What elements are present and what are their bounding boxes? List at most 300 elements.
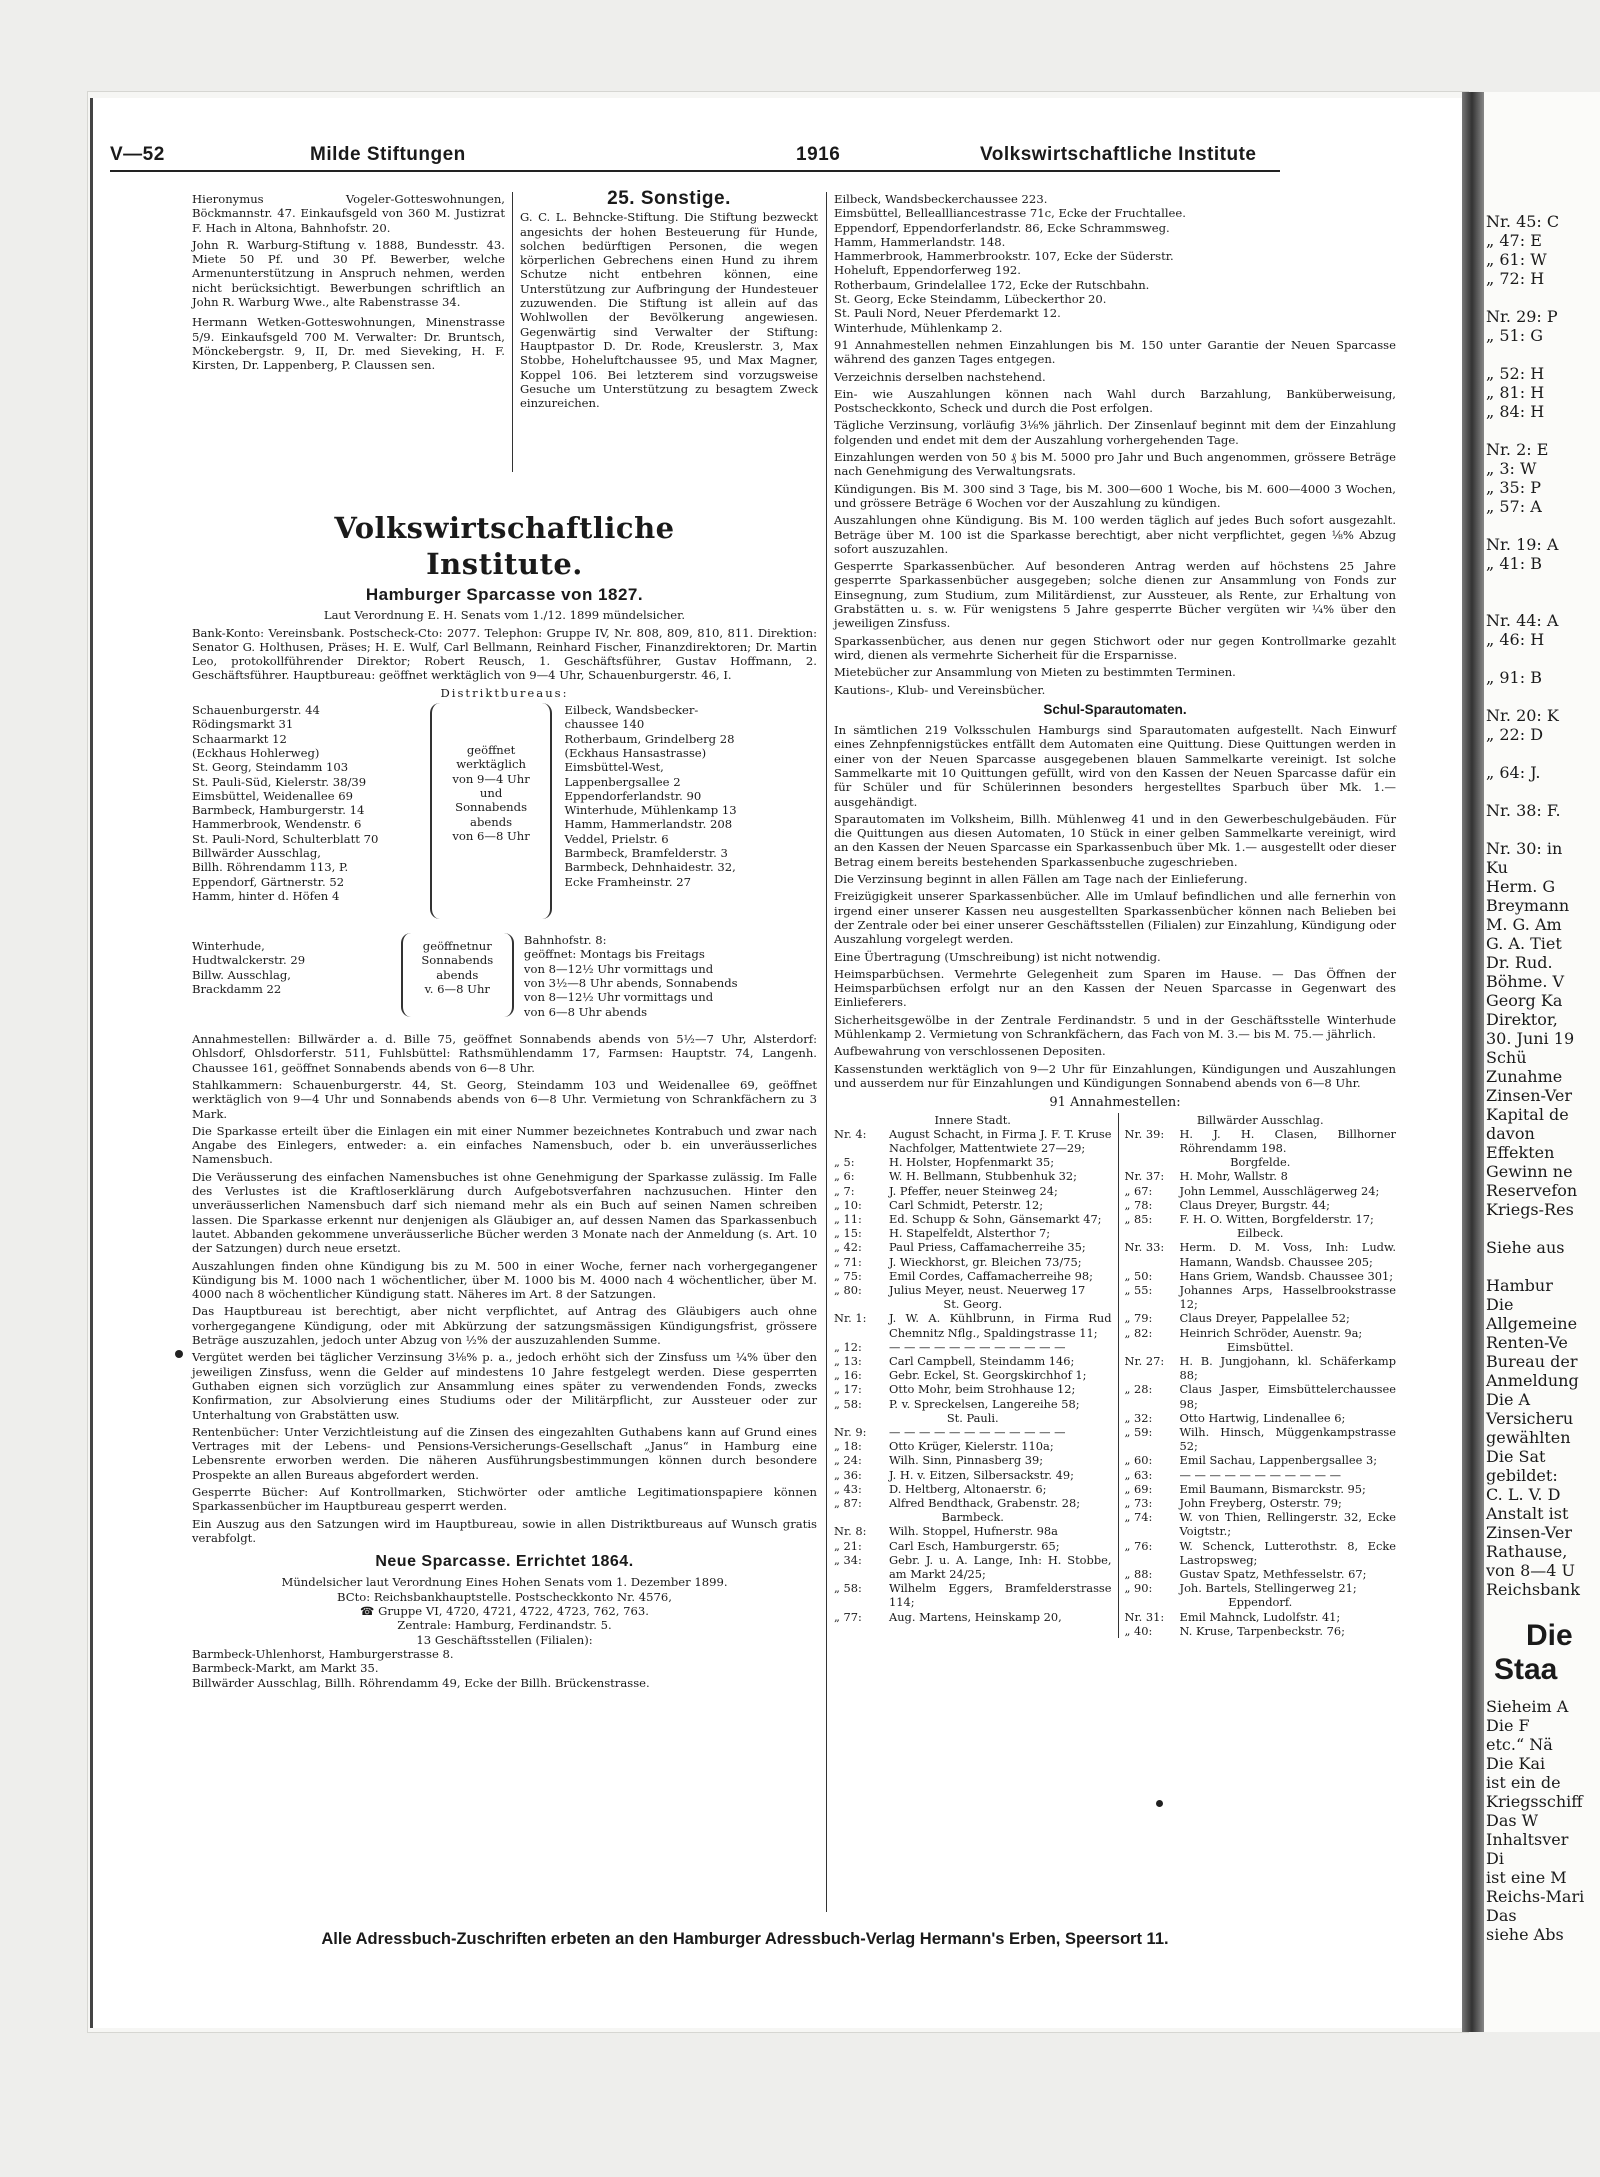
annahmestelle-entry: — — — — — — — — — — —	[1179, 1467, 1342, 1482]
annahmestelle-entry: H. J. H. Clasen, Billhorner Röhrendamm 198.	[1179, 1126, 1396, 1155]
annahmestellen-table	[834, 1113, 1112, 1624]
sparcasse-paragraph: Vergütet werden bei täglicher Verzinsung 3⅛% p. a., jedoch erhöht sich der Zinsfuss um ¼% über den jeweiligen Zinsfuss, wenn die Gelder auf mindestens 10 Jahre festgelegt werden. Diese gesperrten Guthaben eignen sich vorzüglich zur Ansammlung eines später zu verwendenden Fonds, zwecks Konfirmation, zur Absolvierung eines Studiums oder der Militärpflicht, zur Aussteuer oder zur Unterhaltung von Grabstätten usw.	[192, 1350, 817, 1422]
sparcasse-paragraph: Die Sparkasse erteilt über die Einlagen ein mit einer Nummer bezeichnetes Kontrabuch und zwar nach Angabe des Einlegers, entweder: a. ein einfaches Namensbuch, oder b. ein unveräusserliches Namensbuch.	[192, 1123, 817, 1167]
filiale-line: Rotherbaum, Grindelallee 172, Ecke der Rutschbahn.	[834, 277, 1150, 292]
distrikt-address: von 3½—8 Uhr abends, Sonnabends	[523, 975, 738, 990]
annahmestelle-number: Nr. 31:	[1124, 1609, 1165, 1624]
table-row	[834, 1425, 1112, 1439]
next-page-line: Reichsbank	[1486, 1580, 1580, 1599]
annahmestelle-number: „ 7:	[834, 1183, 855, 1198]
next-page-text	[1486, 212, 1600, 1944]
annahmestelle-number: „ 58:	[834, 1396, 862, 1411]
annahmestelle-entry: Alfred Bendthack, Grabenstr. 28;	[889, 1496, 1081, 1510]
annahmestelle-entry: Carl Esch, Hamburgerstr. 65;	[889, 1538, 1060, 1553]
annahmestelle-entry: J. Pfeffer, neuer Steinweg 24;	[889, 1183, 1058, 1198]
annahmestelle-entry: H. Holster, Hopfenmarkt 35;	[889, 1155, 1055, 1170]
annahmestelle-number: Nr. 27:	[1124, 1353, 1165, 1368]
distrikt-hours	[430, 703, 553, 919]
annahmestelle-number: „ 76:	[1124, 1538, 1153, 1553]
next-page-line: davon	[1486, 1124, 1535, 1143]
table-row	[834, 1269, 1112, 1283]
distrikt2-hours	[401, 933, 514, 1017]
table-row	[1125, 1155, 1397, 1169]
table-row	[1125, 1382, 1397, 1410]
next-page-line: Die F	[1486, 1716, 1530, 1735]
schul-paragraph: Heimsparbüchsen. Vermehrte Gelegenheit zum Sparen im Hause. — Das Öffnen der Heimsparbüchsen erfolgt nur an den Kassen der Neuen Sparcasse in Gegenwart des Einlieferers.	[834, 966, 1396, 1010]
distrikt-address: St. Georg, Steindamm 103	[192, 760, 349, 775]
sparcasse-paragraph: Gesperrte Bücher: Auf Kontrollmarken, Stichwörter oder amtliche Legitimationspapiere können Sparkassenbücher im Hauptbureau gesperrt werden.	[192, 1484, 817, 1514]
annahmestellen-title: 91 Annahmestellen:	[1049, 1095, 1181, 1111]
annahmestelle-entry: H. Stapelfeldt, Alsterthor 7;	[889, 1226, 1051, 1241]
filiale-line: St. Georg, Ecke Steindamm, Lübeckerthor 20.	[834, 292, 1107, 307]
distrikt-hours-line: abends	[470, 814, 513, 829]
distrikt2-left-list	[192, 933, 401, 1028]
annahmestelle-entry: Wilhelm Eggers, Bramfelderstrasse 114;	[889, 1581, 1112, 1610]
ink-mark	[175, 1350, 183, 1358]
next-page-line: etc.“ Nä	[1486, 1735, 1553, 1754]
annahmestelle-entry: Emil Sachau, Lappenbergsallee 3;	[1179, 1453, 1378, 1468]
table-row	[834, 1482, 1112, 1496]
next-page-line: Allgemeine	[1486, 1314, 1578, 1333]
distrikt-hours-line: von 9—4 Uhr	[452, 771, 530, 786]
sparcasse-paragraph: Kautions-, Klub- und Vereinsbücher.	[834, 682, 1046, 697]
table-row	[834, 1340, 1112, 1354]
distrikt-hours-line: von 6—8 Uhr	[452, 828, 530, 843]
distrikt-address: Hamm, Hammerlandstr. 208	[564, 817, 733, 832]
annahmestelle-entry: Claus Dreyer, Pappelallee 52;	[1179, 1311, 1350, 1326]
sparcasse-paragraph: Sparkassenbücher, aus denen nur gegen Stichwort oder nur gegen Kontrollmarke gezahlt wird, dienen als vermehrte Sicherheit für die Ersparnisse.	[834, 633, 1396, 662]
distrikt-address: Bahnhofstr. 8:	[523, 933, 607, 948]
schul-paragraph: In sämtlichen 219 Volksschulen Hamburgs sind Sparautomaten aufgestellt. Nach Einwurf eines Zehnpfennigstückes entfällt dem Automaten eine Quittung. Diese Quittungen werden in einer von der Neuen Sparcasse ausgegebenen blauen Sammelkarte vereinigt. Ist solche Sammelkarte mit 10 Quittungen gefüllt, wird von den Kassen der Neuen Sparcasse dafür ein für Schüler und für Schülerinnen besonders hergestelltes Sparbuch über Mk. 1.— ausgehändigt.	[834, 723, 1396, 809]
distrikt-address: Hudtwalckerstr. 29	[192, 953, 306, 968]
annahmestelle-entry: Otto Krüger, Kielerstr. 110a;	[889, 1439, 1054, 1454]
annahmestellen-grid	[834, 1113, 1396, 1639]
annahmestelle-entry: Emil Mahnck, Ludolfstr. 41;	[1179, 1609, 1341, 1624]
next-page-line: Reservefon	[1486, 1181, 1578, 1200]
distrikt-address: Billw. Ausschlag,	[192, 967, 291, 982]
neue-sparcasse-line: Zentrale: Hamburg, Ferdinandstr. 5.	[397, 1618, 612, 1633]
annahmestelle-number: Nr. 33:	[1124, 1240, 1165, 1255]
filiale-line: Billwärder Ausschlag, Billh. Röhrendamm 49, Ecke der Billh. Brückenstrasse.	[192, 1675, 650, 1690]
table-row	[834, 1382, 1112, 1396]
table-row	[1125, 1453, 1397, 1467]
next-page-line	[1486, 573, 1600, 592]
annahmestelle-number: „ 15:	[834, 1226, 862, 1241]
next-page-line	[1486, 516, 1600, 535]
distrikt-address: Hamm, hinter d. Höfen 4	[192, 888, 340, 903]
next-page-lines	[1486, 212, 1600, 1599]
sparcasse-paragraph: Tägliche Verzinsung, vorläufig 3⅛% jährlich. Der Zinsenlauf beginnt mit dem der Einzahlung folgenden und endet mit dem der Auszahlung vorhergehenden Tage.	[834, 418, 1396, 447]
table-row	[834, 1198, 1112, 1212]
running-head	[110, 140, 1280, 172]
distrikt-address: von 8—12½ Uhr vormittags und	[523, 961, 714, 976]
annahmestelle-entry: J. W. A. Kühlbrunn, in Firma Rud Chemnitz Nflg., Spaldingstrasse 11;	[889, 1311, 1112, 1340]
next-page-line	[1486, 592, 1600, 611]
distrikt-hours-line: werktäglich	[456, 757, 526, 772]
next-page-line: G. A. Tiet	[1486, 934, 1562, 953]
district-heading: Eilbeck.	[1236, 1226, 1284, 1241]
sparcasse-paragraph: Annahmestellen: Billwärder a. d. Bille 75, geöffnet Sonnabends abends von 5½—7 Uhr, Alsterdorf: Ohlsdorf, Ohlsdorferstr. 511, Fuhlsbüttel: Rathsmühlendamm 17, Farmsen: Hauptstr. 74, Langenh. Chaussee 161, geöffnet Sonnabends abends von 6—8 Uhr.	[192, 1032, 817, 1075]
distrikt-table-1	[192, 703, 817, 923]
table-row	[834, 1610, 1112, 1624]
distrikt2-right-list	[514, 933, 817, 1028]
annahmestelle-entry: J. Wieckhorst, gr. Bleichen 73/75;	[889, 1254, 1082, 1269]
annahmestelle-number: „ 6:	[834, 1169, 855, 1184]
annahmestelle-entry: Gustav Spatz, Methfesselstr. 67;	[1179, 1567, 1367, 1582]
annahmestelle-entry: Ed. Schupp & Sohn, Gänsemarkt 47;	[889, 1211, 1102, 1226]
annahmestelle-number: „ 50:	[1124, 1268, 1153, 1283]
table-row	[1125, 1113, 1397, 1127]
distrikt-address: Billwärder Ausschlag,	[192, 846, 321, 861]
next-page-line: „ 22: D	[1486, 725, 1544, 744]
annahmestelle-entry: — — — — — — — — — — — —	[889, 1339, 1066, 1354]
filiale-line: Winterhude, Mühlenkamp 2.	[834, 320, 1003, 335]
sparcasse-paragraph: Verzeichnis derselben nachstehend.	[834, 369, 1046, 384]
main-title-line2: Institute.	[426, 547, 583, 581]
annahmestelle-number: „ 43:	[834, 1481, 862, 1496]
running-head-year: 1916	[796, 144, 841, 165]
annahmestelle-number: „ 18:	[834, 1439, 862, 1454]
neue-sparcasse-line: 13 Geschäftsstellen (Filialen):	[416, 1632, 593, 1647]
next-page-line: Anmeldung	[1486, 1371, 1579, 1390]
annahmestelle-number: „ 5:	[834, 1155, 855, 1170]
table-row	[1125, 1610, 1397, 1624]
next-page-line: Rathause,	[1486, 1542, 1568, 1561]
annahmestelle-entry: W. von Thien, Rellingerstr. 32, Ecke Voigtstr.;	[1179, 1510, 1396, 1539]
table-row	[834, 1127, 1112, 1155]
next-page-line: M. G. Am	[1486, 915, 1562, 934]
table-row	[1125, 1240, 1397, 1268]
annahmestelle-number: „ 69:	[1124, 1481, 1153, 1496]
distrikt-left-list	[192, 703, 430, 923]
running-head-left: Milde Stiftungen	[310, 144, 466, 165]
next-page-line: Hambur	[1486, 1276, 1553, 1295]
neue-sparcasse-line: BCto: Reichsbankhauptstelle. Postscheckkonto Nr. 4576,	[337, 1589, 672, 1604]
annahmestelle-number: „ 55:	[1124, 1282, 1153, 1297]
table-row	[834, 1581, 1112, 1609]
annahmestelle-entry: Joh. Bartels, Stellingerweg 21;	[1179, 1581, 1357, 1596]
table-row	[1125, 1340, 1397, 1354]
annahmestelle-number: Nr. 37:	[1124, 1169, 1165, 1184]
sparcasse-paragraph: Stahlkammern: Schauenburgerstr. 44, St. Georg, Steindamm 103 und Weidenallee 69, geöffnet werktäglich von 9—4 Uhr und Sonnabends abends von 6—8 Uhr. Vermietung von Schrankfächern zu 3 Mark.	[192, 1077, 817, 1121]
schul-sparautomaten-paragraphs	[834, 723, 1396, 1090]
annahmestelle-number: „ 73:	[1124, 1496, 1153, 1510]
next-page-line: Bureau der	[1486, 1352, 1578, 1371]
annahmestelle-entry: D. Heltberg, Altonaerstr. 6;	[889, 1481, 1047, 1496]
next-page-line: Breymann	[1486, 896, 1570, 915]
distrikt-address: Veddel, Prielstr. 6	[564, 831, 669, 846]
table-row	[834, 1297, 1112, 1311]
next-page-line: „ 84: H	[1486, 402, 1545, 421]
next-page-line: Nr. 44: A	[1486, 611, 1559, 630]
schul-paragraph: Sicherheitsgewölbe in der Zentrale Ferdinandstr. 5 und in der Geschäftsstelle Winterhude Mühlenkamp 2. Vermietung von Schrankfächern, das Fach von M. 3.— bis M. 75.— jährlich.	[834, 1012, 1396, 1042]
sparcasse-paragraph: Kündigungen. Bis M. 300 sind 3 Tage, bis M. 300—600 1 Woche, bis M. 600—4000 3 Wochen, und grössere Beträge 6 Wochen vor der Auszahlung zu kündigen.	[834, 481, 1396, 510]
distrikt-address: chaussee 140	[564, 717, 645, 732]
annahmestelle-entry: Gebr. J. u. A. Lange, Inh: H. Stobbe, am Markt 24/25;	[889, 1552, 1112, 1582]
next-page-line: „ 47: E	[1486, 231, 1542, 250]
distrikt-address: Schauenburgerstr. 44	[192, 703, 320, 718]
next-page-line	[1486, 1257, 1600, 1276]
next-page-line: „ 41: B	[1486, 554, 1542, 573]
annahmestelle-entry: Emil Baumann, Bismarckstr. 95;	[1179, 1481, 1366, 1496]
table-row	[1125, 1411, 1397, 1425]
next-page-line: Georg Ka	[1486, 991, 1563, 1010]
annahmestelle-entry: John Freyberg, Osterstr. 79;	[1179, 1496, 1342, 1510]
next-page-line: „ 35: P	[1486, 478, 1541, 497]
distrikt-address: Schaarmarkt 12	[192, 731, 287, 746]
annahmestelle-number: „ 11:	[834, 1211, 862, 1226]
neue-sparcasse-line: Mündelsicher laut Verordnung Eines Hohen Senats vom 1. Dezember 1899.	[281, 1575, 728, 1590]
annahmestelle-number: Nr. 39:	[1124, 1126, 1165, 1141]
district-heading: Eimsbüttel.	[1227, 1339, 1294, 1354]
annahmestelle-entry: August Schacht, in Firma J. F. T. Kruse Nachfolger, Mattentwiete 27—29;	[889, 1126, 1112, 1155]
schul-paragraph: Sparautomaten im Volksheim, Billh. Mühlenweg 41 und in den Gewerbeschulgebäuden. Für die Quittungen aus diesen Automaten, 10 Stück in einer gelben Sammelkarte vereinigt, wird an den Kassen der Neuen Sparcasse ein Sparkassenbuch über Mk. 1.— ausgestellt oder dieser Betrag einem bereits bestehenden Sparkassenbuche zugeschrieben.	[834, 811, 1396, 869]
table-row	[834, 1155, 1112, 1169]
table-row	[1125, 1311, 1397, 1325]
neue-sparcasse-lines	[192, 1575, 817, 1646]
annahmestelle-number: „ 75:	[834, 1268, 862, 1283]
schul-paragraph: Eine Übertragung (Umschreibung) ist nicht notwendig.	[834, 949, 1161, 964]
distrikt-table-2	[192, 933, 817, 1028]
table-row	[834, 1453, 1112, 1467]
next-page-line: Die Kai	[1486, 1754, 1546, 1773]
distrikt-address: Ecke Framheinstr. 27	[564, 874, 692, 889]
next-page-line: Schü	[1486, 1048, 1527, 1067]
annahmestelle-number: „ 13:	[834, 1353, 862, 1368]
table-row	[1125, 1468, 1397, 1482]
next-page-line: Siehe aus	[1486, 1238, 1565, 1257]
annahmestelle-entry: W. H. Bellmann, Stubbenhuk 32;	[889, 1169, 1077, 1184]
neue-sparcasse-filialen	[192, 1647, 817, 1690]
table-row	[1125, 1425, 1397, 1453]
next-page-line: Nr. 19: A	[1486, 535, 1559, 554]
next-page-line: gewählten	[1486, 1428, 1571, 1447]
distrikt-address: Lappenbergsallee 2	[564, 774, 681, 789]
section-heading-sonstige: 25. Sonstige.	[607, 188, 731, 209]
annahmestelle-number: „ 58:	[834, 1581, 862, 1596]
annahmestelle-number: „ 17:	[834, 1382, 862, 1397]
annahmestelle-entry: Carl Schmidt, Peterstr. 12;	[889, 1197, 1044, 1212]
distrikt-address: St. Pauli-Nord, Schulterblatt 70	[192, 831, 379, 846]
next-page-line: Herm. G	[1486, 877, 1556, 896]
schul-paragraph: Aufbewahrung von verschlossenen Depositen.	[834, 1044, 1106, 1059]
distrikt-right-list	[552, 703, 817, 923]
distrikt-heading: Distriktbureaus:	[440, 685, 569, 700]
next-page-line: „ 57: A	[1486, 497, 1542, 516]
next-page-line: Böhme. V	[1486, 972, 1565, 991]
sparcasse-paragraph: Einzahlungen werden von 50 ₰ bis M. 5000 pro Jahr und Buch angenommen, grössere Beträge nach Genehmigung des Verwaltungsrats.	[834, 450, 1396, 479]
next-page-line: C. L. V. D	[1486, 1485, 1561, 1504]
distrikt-address: Eimsbüttel-West,	[564, 760, 664, 775]
next-page-line: Nr. 38: F.	[1486, 801, 1561, 820]
table-row	[834, 1212, 1112, 1226]
annahmestellen-left	[834, 1113, 1119, 1639]
table-row	[834, 1283, 1112, 1297]
distrikt-address: Barmbeck, Dehnhaidestr. 32,	[564, 860, 736, 875]
annahmestelle-entry: Herm. D. M. Voss, Inh: Ludw. Hamann, Wandsb. Chaussee 205;	[1179, 1240, 1396, 1269]
next-page-line: „ 51: G	[1486, 326, 1543, 345]
next-page-line: Direktor,	[1486, 1010, 1558, 1029]
next-page-line: Anstalt ist	[1486, 1504, 1569, 1523]
next-page-line: Inhaltsver	[1486, 1830, 1569, 1849]
filiale-line: Eimsbüttel, Belleallliancestrasse 71c, Ecke der Fruchtallee.	[834, 206, 1186, 221]
column-rule-middle	[826, 192, 827, 1912]
annahmestelle-entry: Otto Mohr, beim Strohhause 12;	[889, 1382, 1076, 1397]
distrikt-hours-line: geöffnet	[466, 743, 516, 758]
table-row	[1125, 1226, 1397, 1240]
table-row	[1125, 1482, 1397, 1496]
distrikt-hours-line: und	[479, 785, 503, 800]
footer-notice: Alle Adressbuch-Zuschriften erbeten an den Hamburger Adressbuch-Verlag Hermann's Erben, Speersort 11.	[321, 1930, 1169, 1948]
schul-paragraph: Die Verzinsung beginnt in allen Fällen am Tage nach der Einlieferung.	[834, 872, 1248, 887]
annahmestelle-entry: P. v. Spreckelsen, Langereihe 58;	[889, 1396, 1080, 1411]
filiale-line: Barmbeck-Uhlenhorst, Hamburgerstrasse 8.	[192, 1646, 454, 1661]
table-row	[834, 1113, 1112, 1127]
hamburger-sparcasse-paragraphs	[192, 1032, 817, 1545]
schul-paragraph: Kassenstunden werktäglich von 9—2 Uhr für Einzahlungen, Kündigungen und Auszahlungen und ausserdem nur für Einzahlungen und Kündigungen Sonnabend abends von 6—8 Uhr.	[834, 1061, 1396, 1090]
next-page-line	[1486, 687, 1600, 706]
distrikt-hours-line: abends	[436, 967, 479, 982]
column-rule	[512, 192, 513, 472]
table-row	[834, 1496, 1112, 1510]
annahmestelle-entry: Aug. Martens, Heinskamp 20,	[889, 1609, 1062, 1624]
table-row	[834, 1255, 1112, 1269]
annahmestelle-number: „ 67:	[1124, 1183, 1153, 1198]
next-page-line: Kapital de	[1486, 1105, 1569, 1124]
filiale-line: Hammerbrook, Hammerbrookstr. 107, Ecke der Süderstr.	[834, 249, 1174, 264]
distrikt-address: von 6—8 Uhr abends	[523, 1004, 648, 1019]
table-row	[1125, 1581, 1397, 1595]
annahmestelle-number: „ 10:	[834, 1197, 862, 1212]
filiale-line: Eilbeck, Wandsbeckerchaussee 223.	[834, 192, 1048, 206]
annahmestelle-number: „ 36:	[834, 1467, 862, 1482]
annahmestelle-number: „ 34:	[834, 1552, 862, 1567]
annahmestelle-number: Nr. 9:	[834, 1424, 867, 1439]
district-heading: Borgfelde.	[1230, 1155, 1291, 1170]
next-page-line	[1486, 820, 1600, 839]
annahmestelle-entry: Claus Dreyer, Burgstr. 44;	[1179, 1197, 1331, 1212]
filiale-line: Barmbeck-Markt, am Markt 35.	[192, 1661, 379, 1676]
distrikt-address: Eppendorf, Gärtnerstr. 52	[192, 874, 345, 889]
next-page-line: Nr. 20: K	[1486, 706, 1559, 725]
table-row	[1125, 1354, 1397, 1382]
next-page-line: Die Sat	[1486, 1447, 1546, 1466]
table-row	[834, 1368, 1112, 1382]
district-heading: St. Georg.	[943, 1297, 1003, 1312]
next-page-line: Die A	[1486, 1390, 1531, 1409]
distrikt-hours-line: geöffnetnur	[422, 939, 492, 954]
distrikt-address: Eilbeck, Wandsbecker-	[564, 703, 699, 718]
table-row	[834, 1169, 1112, 1183]
annahmestelle-entry: Paul Priess, Caffamacherreihe 35;	[889, 1240, 1086, 1255]
entry-vogeler: Hieronymus Vogeler-Gotteswohnungen, Böckmannstr. 47. Einkaufsgeld von 360 M. Justizrat F. Hach in Altona, Bahnhofstr. 20.	[192, 192, 505, 235]
distrikt-address: (Eckhaus Hansastrasse)	[564, 745, 707, 760]
next-page-line	[1486, 744, 1600, 763]
distrikt-address: St. Pauli-Süd, Kielerstr. 38/39	[192, 774, 367, 789]
distrikt-address: geöffnet: Montags bis Freitags	[523, 947, 705, 962]
next-page-line: „ 81: H	[1486, 383, 1545, 402]
annahmestelle-entry: John Lemmel, Ausschlägerweg 24;	[1179, 1183, 1380, 1198]
sparcasse-paragraph: Rentenbücher: Unter Verzichtleistung auf die Zinsen des eingezahlten Guthabens kann auf Grund eines Vertrages mit der Lebens- und Pensions-Versicherungs-Gesellschaft „Janus“ in Hamburg eine Lebensrente erworben werden. Die näheren Ausführungsbestimmungen können durch besondere Prospekte an allen Bureaus abgefordert werden.	[192, 1424, 817, 1482]
table-row	[834, 1468, 1112, 1482]
main-title-line1: Volkswirtschaftliche	[334, 511, 675, 545]
next-page-line	[1486, 1219, 1600, 1238]
annahmestelle-number: „ 71:	[834, 1254, 862, 1269]
next-page-line: Kriegsschiff	[1486, 1792, 1583, 1811]
next-page-line: „ 52: H	[1486, 364, 1545, 383]
distrikt-address: Billh. Röhrendamm 113, P.	[192, 860, 349, 875]
next-page-line: Dr. Rud.	[1486, 953, 1553, 972]
table-row	[1125, 1283, 1397, 1311]
annahmestelle-number: „ 87:	[834, 1496, 862, 1510]
next-page-line	[1486, 782, 1600, 801]
next-page-line: Nr. 45: C	[1486, 212, 1560, 231]
next-page-line: siehe Abs	[1486, 1925, 1564, 1944]
ink-mark-2	[1156, 1800, 1163, 1807]
hamburger-sparcasse-title: Hamburger Sparcasse von 1827.	[365, 585, 644, 604]
distrikt-address: Rotherbaum, Grindelberg 28	[564, 731, 735, 746]
annahmestelle-number: Nr. 4:	[834, 1126, 867, 1141]
table-row	[1125, 1539, 1397, 1567]
annahmestellen-right	[1119, 1113, 1397, 1639]
table-row	[1125, 1624, 1397, 1638]
distrikt-address: Rödingsmarkt 31	[192, 717, 294, 732]
next-page-line: Effekten	[1486, 1143, 1555, 1162]
neue-sparcasse-paragraphs	[834, 338, 1396, 697]
next-page-line: Reichs-Mari	[1486, 1887, 1585, 1906]
distrikt-address: Barmbeck, Hamburgerstr. 14	[192, 803, 365, 818]
annahmestelle-number: „ 80:	[834, 1282, 862, 1297]
distrikt-address: Winterhude, Mühlenkamp 13	[564, 803, 737, 818]
distrikt-address: Brackdamm 22	[192, 981, 282, 996]
table-row	[1125, 1127, 1397, 1155]
next-page-line: Renten-Ve	[1486, 1333, 1568, 1352]
annahmestelle-number: „ 42:	[834, 1240, 862, 1255]
column-stiftungen	[192, 192, 505, 376]
annahmestelle-entry: Otto Hartwig, Lindenallee 6;	[1179, 1410, 1346, 1425]
sparcasse-paragraph: Auszahlungen ohne Kündigung. Bis M. 100 werden täglich auf jedes Buch sofort ausgezahlt. Beträge über M. 100 ist die Sparkasse berechtigt, aber nicht verpflichtet, gegen ⅛% Abzug sofort auszuzahlen.	[834, 513, 1396, 556]
annahmestelle-entry: Wilh. Stoppel, Hufnerstr. 98a	[889, 1524, 1058, 1539]
district-heading: Barmbeck.	[941, 1510, 1004, 1525]
table-row	[1125, 1510, 1397, 1538]
next-page-line: Zinsen-Ver	[1486, 1086, 1572, 1105]
annahmestelle-entry: H. Mohr, Wallstr. 8	[1179, 1169, 1288, 1184]
schul-paragraph: Freizügigkeit unserer Sparkassenbücher. Alle im Umlauf befindlichen und alle fernerhin von irgend einer unserer Kassen neu ausgestellten Sparkassenbücher können nach Belieben bei der Zentrale oder bei einer unserer Geschäftsstellen (Filialen) zur Einzahlung, Kündigung oder Auszahlung vorgelegt werden.	[834, 889, 1396, 947]
next-page-line: 30. Juni 19	[1486, 1029, 1575, 1048]
distrikt-hours-line: Sonnabends	[455, 800, 528, 815]
running-head-right: Volkswirtschaftliche Institute	[980, 144, 1257, 165]
table-row	[834, 1510, 1112, 1524]
sparcasse-paragraph: Die Veräusserung des einfachen Namensbuches ist ohne Genehmigung der Sparkasse zulässig. Im Falle des Verlustes ist die Kraftloserklärung durch Aufgebotsverfahren nachzusuchen. Hinter den unveräusserlichen Namensbuch darf sich niemand mehr als ein Buch auf seinen Namen schreiben lassen. Die Sparkasse erkennt nur denjenigen als Gläubiger an, auf dessen Namen das Sparkassenbuch lautet. Abbanden gekommene unveräusserliche Bücher werden 3 Monate nach der Anmeldung (s. Art. 10 der Satzungen) durch neue ersetzt.	[192, 1169, 817, 1256]
annahmestelle-entry: J. H. v. Eitzen, Silbersackstr. 49;	[889, 1467, 1074, 1482]
distrikt-address: Barmbeck, Bramfelderstr. 3	[564, 846, 728, 861]
table-row	[1125, 1567, 1397, 1581]
distrikt-address: Hammerbrook, Wendenstr. 6	[192, 817, 362, 832]
annahmestellen-table	[1125, 1113, 1397, 1639]
annahmestelle-number: „ 60:	[1124, 1453, 1153, 1468]
next-page-line	[1486, 288, 1600, 307]
schul-sparautomaten-title: Schul-Sparautomaten.	[1043, 701, 1187, 717]
next-page-line: ist eine M	[1486, 1868, 1567, 1887]
sparcasse-paragraph: 91 Annahmestellen nehmen Einzahlungen bis M. 150 unter Garantie der Neuen Sparcasse während des ganzen Tages entgegen.	[834, 337, 1396, 367]
table-row	[834, 1184, 1112, 1198]
annahmestelle-number: „ 77:	[834, 1609, 862, 1624]
next-page-line: Gewinn ne	[1486, 1162, 1573, 1181]
next-page-line: gebildet:	[1486, 1466, 1558, 1485]
annahmestelle-entry: Gebr. Eckel, St. Georgskirchhof 1;	[889, 1368, 1087, 1383]
table-row	[834, 1226, 1112, 1240]
table-row	[834, 1354, 1112, 1368]
